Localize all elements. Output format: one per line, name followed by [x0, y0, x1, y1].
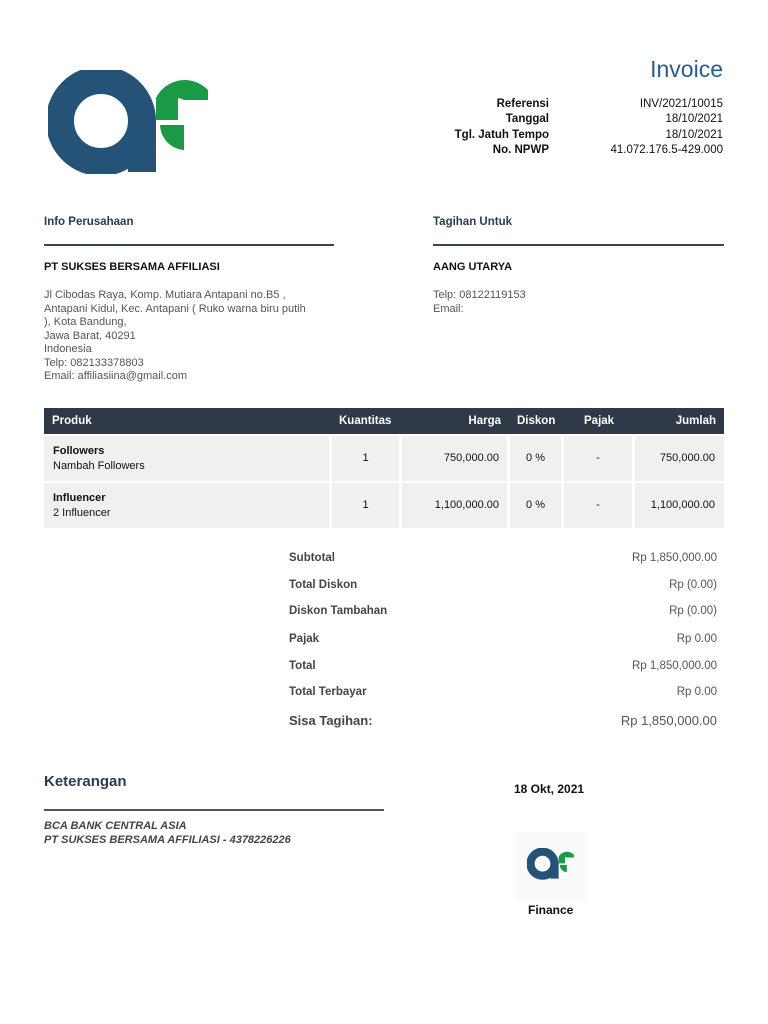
meta-label: Referensi — [496, 98, 549, 110]
address-line: ), Kota Bandung, — [44, 316, 127, 328]
total-label: Subtotal — [289, 552, 335, 564]
balance-due-value: Rp 1,850,000.00 — [620, 713, 717, 728]
notes-divider — [44, 809, 384, 811]
discount-cell — [510, 436, 561, 481]
discount-value: 0 % — [526, 499, 545, 511]
total-label: Diskon Tambahan — [289, 605, 388, 617]
col-header-product: Produk — [52, 415, 92, 427]
meta-label: Tgl. Jatuh Tempo — [454, 128, 549, 141]
table-header — [44, 408, 724, 434]
balance-due-label: Sisa Tagihan: — [289, 713, 373, 728]
table-row — [44, 436, 724, 481]
total-value: Rp 0.00 — [676, 686, 717, 698]
quantity-value: 1 — [362, 499, 369, 511]
meta-value: 41.072.176.5-429.000 — [610, 143, 723, 156]
notes-title: Keterangan — [44, 773, 127, 790]
col-header-tax: Pajak — [584, 415, 615, 427]
customer-name: AANG UTARYA — [433, 261, 513, 273]
customer-contact — [433, 289, 526, 316]
amount-value: 750,000.00 — [659, 452, 715, 464]
meta-value: 18/10/2021 — [665, 128, 723, 141]
customer-email: Email: — [433, 302, 464, 315]
meta-value: INV/2021/10015 — [639, 98, 723, 110]
company-logo — [48, 70, 212, 174]
quantity-cell — [332, 483, 399, 528]
total-value: Rp (0.00) — [669, 605, 717, 617]
bill-to-divider — [433, 244, 724, 246]
signature-role: Finance — [528, 903, 574, 917]
total-label: Total Terbayar — [289, 686, 367, 698]
company-section-label: Info Perusahaan — [44, 216, 134, 228]
quantity-value: 1 — [362, 452, 369, 464]
product-name: Followers — [53, 445, 105, 457]
product-description: 2 Influencer — [53, 507, 111, 519]
table-row — [44, 483, 724, 528]
address-line: Jawa Barat, 40291 — [44, 329, 136, 342]
product-cell — [44, 483, 329, 528]
company-name: PT SUKSES BERSAMA AFFILIASI — [44, 261, 220, 273]
col-header-discount: Diskon — [517, 415, 556, 427]
meta-value: 18/10/2021 — [665, 113, 723, 126]
amount-cell — [635, 436, 724, 481]
col-header-quantity: Kuantitas — [339, 415, 392, 427]
bill-to-section-label: Tagihan Untuk — [433, 216, 513, 228]
price-value: 1,100,000.00 — [434, 499, 499, 511]
bank-details — [44, 820, 291, 847]
total-label: Total — [289, 660, 316, 672]
address-line: Jl Cibodas Raya, Komp. Mutiara Antapani no.B5 , — [44, 289, 286, 301]
meta-label: Tanggal — [505, 113, 549, 126]
product-name: Influencer — [53, 492, 106, 504]
meta-label: No. NPWP — [492, 143, 549, 156]
signature-date: 18 Okt, 2021 — [514, 782, 585, 796]
customer-phone: Telp: 08122119153 — [433, 289, 526, 301]
col-header-amount: Jumlah — [675, 415, 716, 427]
meta-row-npwp — [430, 143, 723, 158]
amount-cell — [635, 483, 724, 528]
price-cell — [402, 436, 507, 481]
bank-account: PT SUKSES BERSAMA AFFILIASI - 4378226226 — [44, 833, 291, 846]
col-header-price: Harga — [468, 415, 501, 427]
total-value: Rp (0.00) — [669, 579, 717, 591]
address-line: Antapani Kidul, Kec. Antapani ( Ruko warna biru putih — [44, 302, 306, 315]
company-phone: Telp: 082133378803 — [44, 356, 144, 369]
company-email: Email: affiliasiina@gmail.com — [44, 370, 188, 382]
discount-cell — [510, 483, 561, 528]
total-label: Pajak — [289, 633, 320, 645]
total-value: Rp 1,850,000.00 — [631, 552, 717, 564]
product-description: Nambah Followers — [53, 460, 145, 472]
tax-cell — [564, 436, 632, 481]
bank-name: BCA BANK CENTRAL ASIA — [44, 820, 187, 832]
signature-logo — [527, 848, 575, 880]
product-cell — [44, 436, 329, 481]
address-line: Indonesia — [44, 343, 92, 355]
tax-cell — [564, 483, 632, 528]
total-value: Rp 1,850,000.00 — [631, 660, 717, 672]
total-label: Total Diskon — [289, 579, 358, 591]
invoice-title: Invoice — [650, 56, 723, 82]
price-cell — [402, 483, 507, 528]
discount-value: 0 % — [526, 452, 545, 464]
items-table — [44, 408, 724, 528]
tax-value: - — [596, 499, 600, 511]
price-value: 750,000.00 — [443, 452, 499, 464]
tax-value: - — [596, 452, 600, 464]
total-value: Rp 0.00 — [676, 633, 717, 645]
meta-row-due-date — [430, 128, 723, 143]
company-divider — [44, 244, 334, 246]
company-address — [44, 289, 306, 384]
meta-row-date — [430, 112, 723, 127]
meta-row-reference — [430, 97, 723, 112]
invoice-meta — [430, 97, 723, 158]
quantity-cell — [332, 436, 399, 481]
amount-value: 1,100,000.00 — [650, 499, 715, 511]
